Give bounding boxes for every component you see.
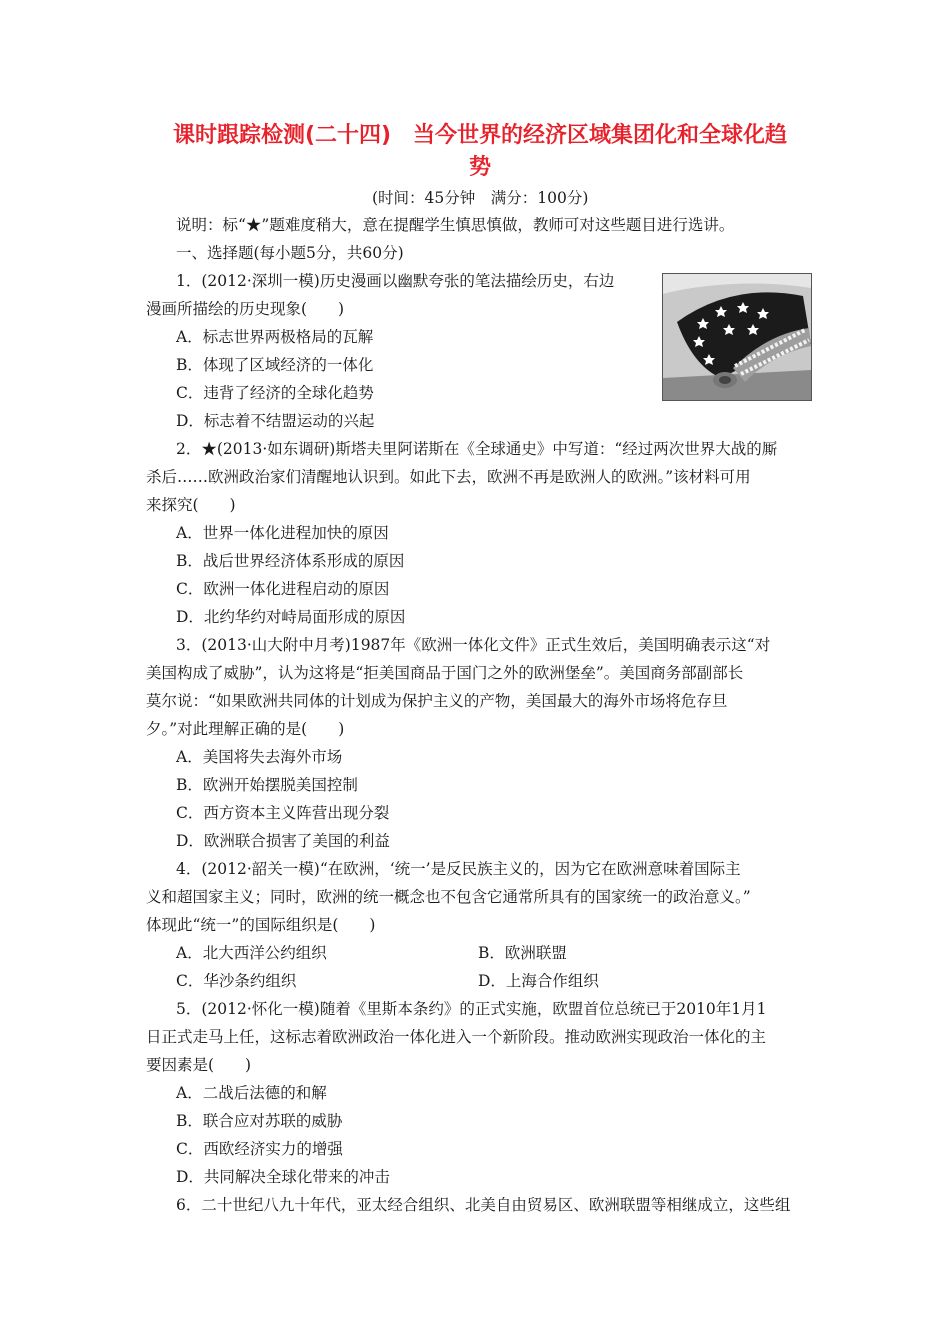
question-3-option-b: B．欧洲开始摆脱美国控制 <box>176 776 358 794</box>
question-4-option-d: D．上海合作组织 <box>478 972 599 990</box>
question-2-option-b: B．战后世界经济体系形成的原因 <box>176 552 405 570</box>
question-4-line1: 4．(2012·韶关一模)“在欧洲，‘统一’是反民族主义的，因为它在欧洲意味着国际主 <box>176 860 741 878</box>
page-title-line1: 课时跟踪检测(二十四) 当今世界的经济区域集团化和全球化趋 <box>172 123 788 148</box>
page-title-line2: 势 <box>468 155 491 180</box>
question-1-option-b: B．体现了区域经济的一体化 <box>176 356 374 374</box>
question-4-option-a: A．北大西洋公约组织 <box>176 944 327 962</box>
question-6-line1: 6．二十世纪八九十年代，亚太经合组织、北美自由贸易区、欧洲联盟等相继成立，这些组 <box>176 1196 791 1214</box>
note: 说明：标“★”题难度稍大，意在提醒学生慎思慎做，教师可对这些题目进行选讲。 <box>176 216 735 234</box>
question-5-line2: 日正式走马上任，这标志着欧洲政治一体化进入一个新阶段。推动欧洲实现政治一体化的主 <box>146 1028 767 1046</box>
question-2-option-d: D．北约华约对峙局面形成的原因 <box>176 608 406 626</box>
question-3-option-d: D．欧洲联合损害了美国的利益 <box>176 832 390 850</box>
question-2-option-c: C．欧洲一体化进程启动的原因 <box>176 580 390 598</box>
question-4-option-b: B．欧洲联盟 <box>478 944 567 962</box>
question-5-option-c: C．西欧经济实力的增强 <box>176 1140 343 1158</box>
question-4-line2: 义和超国家主义；同时，欧洲的统一概念也不包含它通常所具有的国家统一的政治意义。” <box>146 888 751 906</box>
question-5-line1: 5．(2012·怀化一模)随着《里斯本条约》的正式实施，欧盟首位总统已于2010年1月1 <box>176 1000 767 1018</box>
question-1-option-d: D．标志着不结盟运动的兴起 <box>176 412 375 430</box>
question-5-option-a: A．二战后法德的和解 <box>176 1084 327 1102</box>
question-4-option-c: C．华沙条约组织 <box>176 972 297 990</box>
question-4-line3: 体现此“统一”的国际组织是( ) <box>146 916 376 934</box>
question-5-option-d: D．共同解决全球化带来的冲击 <box>176 1168 390 1186</box>
question-1-line1: 1．(2012·深圳一模)历史漫画以幽默夸张的笔法描绘历史，右边 <box>176 272 615 290</box>
question-1-option-c: C．违背了经济的全球化趋势 <box>176 384 374 402</box>
question-1-option-a: A．标志世界两极格局的瓦解 <box>176 328 374 346</box>
question-3-line1: 3．(2013·山大附中月考)1987年《欧洲一体化文件》正式生效后，美国明确表示这“对 <box>176 636 771 654</box>
section-heading: 一、选择题(每小题5分，共60分) <box>176 244 404 262</box>
eu-flag-carpet-illustration <box>663 274 811 400</box>
question-5-option-b: B．联合应对苏联的威胁 <box>176 1112 343 1130</box>
question-2-line3: 来探究( ) <box>146 496 236 514</box>
question-1-line2: 漫画所描绘的历史现象( ) <box>146 300 345 318</box>
question-3-line2: 美国构成了威胁”，认为这将是“拒美国商品于国门之外的欧洲堡垒”。美国商务部副部长 <box>146 664 744 682</box>
question-2-option-a: A．世界一体化进程加快的原因 <box>176 524 389 542</box>
question-2-line1: 2．★(2013·如东调研)斯塔夫里阿诺斯在《全球通史》中写道：“经过两次世界大战的厮 <box>176 440 778 458</box>
question-3-line3: 莫尔说：“如果欧洲共同体的计划成为保护主义的产物，美国最大的海外市场将危存旦 <box>146 692 728 710</box>
question-3-option-a: A．美国将失去海外市场 <box>176 748 343 766</box>
question-5-line3: 要因素是( ) <box>146 1056 252 1074</box>
time-info: (时间：45分钟 满分：100分) <box>372 189 589 207</box>
question-3-option-c: C．西方资本主义阵营出现分裂 <box>176 804 390 822</box>
question-2-line2: 杀后……欧洲政治家们清醒地认识到。如此下去，欧洲不再是欧洲人的欧洲。”该材料可用 <box>146 468 751 486</box>
cartoon-image <box>662 273 812 401</box>
question-3-line4: 夕。”对此理解正确的是( ) <box>146 720 345 738</box>
